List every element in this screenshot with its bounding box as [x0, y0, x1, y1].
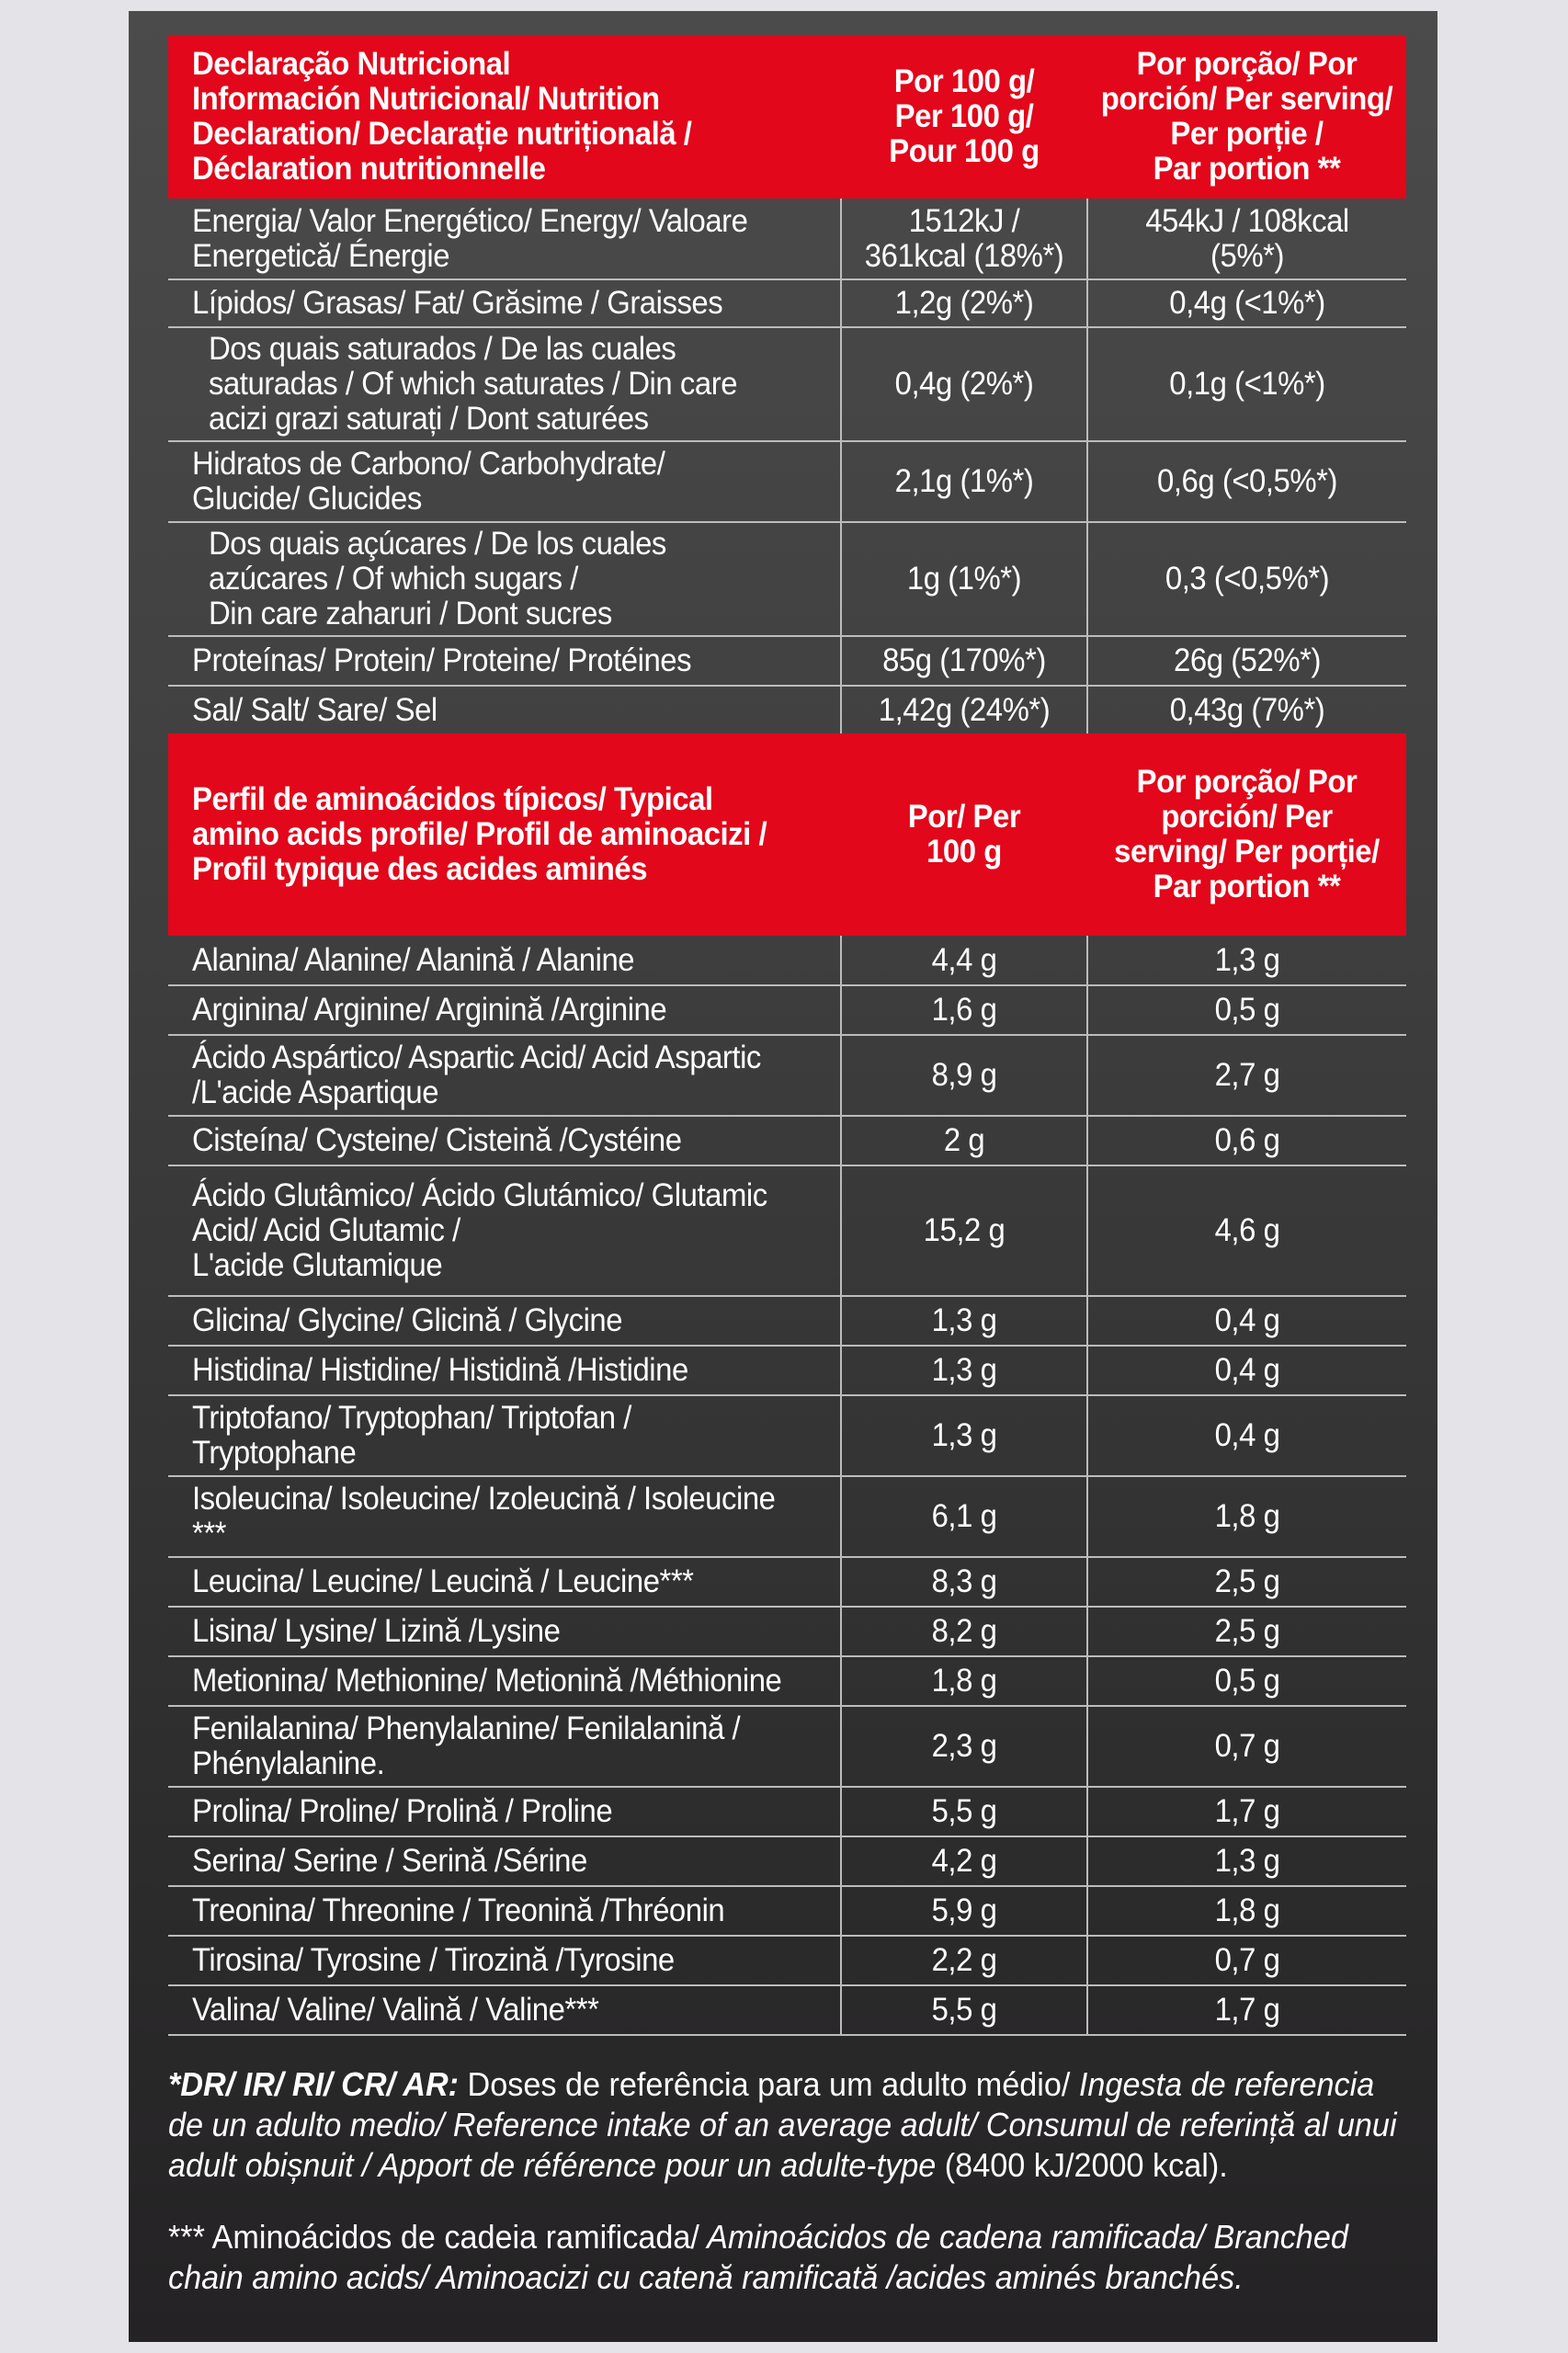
bcaa-note: *** Aminoácidos de cadeia ramificada/ Aminoácidos de cadena ramificada/ Branched chain amino acids/ Aminoacizi cu catenă ramificată /acides aminés branchés. — [168, 2218, 1348, 2296]
amino-row-aspartic-acid: Ácido Aspártico/ Aspartic Acid/ Acid Aspartic /L'acide Aspartique 8,9 g 2,7 g — [168, 1035, 1406, 1116]
amino-row-isoleucine: Isoleucina/ Isoleucine/ Izoleucină / Isoleucine *** 6,1 g 1,8 g — [168, 1476, 1406, 1557]
amino-row-methionine: Metionina/ Methionine/ Metionină /Méthionine 1,8 g 0,5 g — [168, 1656, 1406, 1706]
nutrition-row-sugars: Dos quais açúcares / De los cuales azúcares / Of which sugars / Din care zaharuri / Dont sucres 1g (1%*) 0,3 (<0,5%*) — [168, 522, 1406, 636]
nutrition-row-salt: Sal/ Salt/ Sare/ Sel 1,42g (24%*) 0,43g (7%*) — [168, 686, 1406, 733]
amino-header-row — [168, 733, 1406, 936]
nutrition-header-per100: Por 100 g/ Per 100 g/ Pour 100 g — [841, 35, 1087, 199]
amino-row-lysine: Lisina/ Lysine/ Lizină /Lysine 8,2 g 2,5 g — [168, 1607, 1406, 1656]
amino-row-histidine: Histidina/ Histidine/ Histidină /Histidine 1,3 g 0,4 g — [168, 1346, 1406, 1395]
amino-row-tryptophan: Triptofano/ Tryptophan/ Triptofan / Tryptophane 1,3 g 0,4 g — [168, 1395, 1406, 1476]
amino-header-label: Perfil de aminoácidos típicos/ Typical amino acids profile/ Profil de aminoacizi / Profil typique des acides aminés — [168, 733, 841, 936]
amino-row-cysteine: Cisteína/ Cysteine/ Cisteină /Cystéine 2 g 0,6 g — [168, 1116, 1406, 1165]
nutrition-header-label: Declaração Nutricional Información Nutricional/ Nutrition Declaration/ Declarație nutrițională / Déclaration nutritionnelle — [168, 35, 841, 199]
nutrition-row-protein: Proteínas/ Protein/ Proteine/ Protéines 85g (170%*) 26g (52%*) — [168, 636, 1406, 686]
amino-row-tyrosine: Tirosina/ Tyrosine / Tirozină /Tyrosine 2,2 g 0,7 g — [168, 1936, 1406, 1985]
amino-row-alanine: Alanina/ Alanine/ Alanină / Alanine 4,4 g 1,3 g — [168, 936, 1406, 985]
amino-row-valine: Valina/ Valine/ Valină / Valine*** 5,5 g 1,7 g — [168, 1985, 1406, 2035]
amino-row-glycine: Glicina/ Glycine/ Glicină / Glycine 1,3 g 0,4 g — [168, 1296, 1406, 1346]
nutrition-row-fat: Lípidos/ Grasas/ Fat/ Grăsime / Graisses 1,2g (2%*) 0,4g (<1%*) — [168, 279, 1406, 327]
amino-row-glutamic-acid: Ácido Glutâmico/ Ácido Glutámico/ Glutamic Acid/ Acid Glutamic / L'acide Glutamique 15,2 g 4,6 g — [168, 1165, 1406, 1296]
amino-row-phenylalanine: Fenilalanina/ Phenylalanine/ Fenilalanină / Phénylalanine. 2,3 g 0,7 g — [168, 1706, 1406, 1787]
amino-row-leucine: Leucina/ Leucine/ Leucină / Leucine*** 8,3 g 2,5 g — [168, 1557, 1406, 1607]
amino-row-arginine: Arginina/ Arginine/ Arginină /Arginine 1,6 g 0,5 g — [168, 985, 1406, 1035]
nutrition-row-energy: Energia/ Valor Energético/ Energy/ Valoare Energetică/ Énergie 1512kJ / 361kcal (18%*) 454kJ / 108kcal (5%*) — [168, 199, 1406, 279]
reference-intake-note: *DR/ IR/ RI/ CR/ AR: Doses de referência para um adulto médio/ Ingesta de referencia de un adulto medio/ Reference intake of an average adult/ Consumul de referință al unui adult obișnuit / Apport de référence pour un adulte-type (8400 kJ/2000 kcal). — [168, 2065, 1397, 2184]
amino-row-threonine: Treonina/ Threonine / Treonină /Thréonin 5,9 g 1,8 g — [168, 1886, 1406, 1936]
amino-row-proline: Prolina/ Proline/ Prolină / Proline 5,5 g 1,7 g — [168, 1787, 1406, 1836]
amino-header-perserving: Por porção/ Por porción/ Per serving/ Per porție/ Par portion ** — [1087, 733, 1406, 936]
footnotes — [168, 2064, 1406, 2298]
nutrition-row-saturates: Dos quais saturados / De las cuales saturadas / Of which saturates / Din care acizi grazi saturați / Dont saturées 0,4g (2%*) 0,1g (<1%*) — [168, 327, 1406, 441]
amino-header-per100: Por/ Per 100 g — [841, 733, 1087, 936]
amino-row-serine: Serina/ Serine / Serină /Sérine 4,2 g 1,3 g — [168, 1836, 1406, 1886]
amino-acid-table — [168, 733, 1406, 2036]
nutrition-header-row — [168, 35, 1406, 199]
nutrition-table — [168, 35, 1406, 733]
nutrition-header-perserving: Por porção/ Por porción/ Per serving/ Per porție / Par portion ** — [1087, 35, 1406, 199]
nutrition-row-carbohydrate: Hidratos de Carbono/ Carbohydrate/ Glucide/ Glucides 2,1g (1%*) 0,6g (<0,5%*) — [168, 441, 1406, 522]
